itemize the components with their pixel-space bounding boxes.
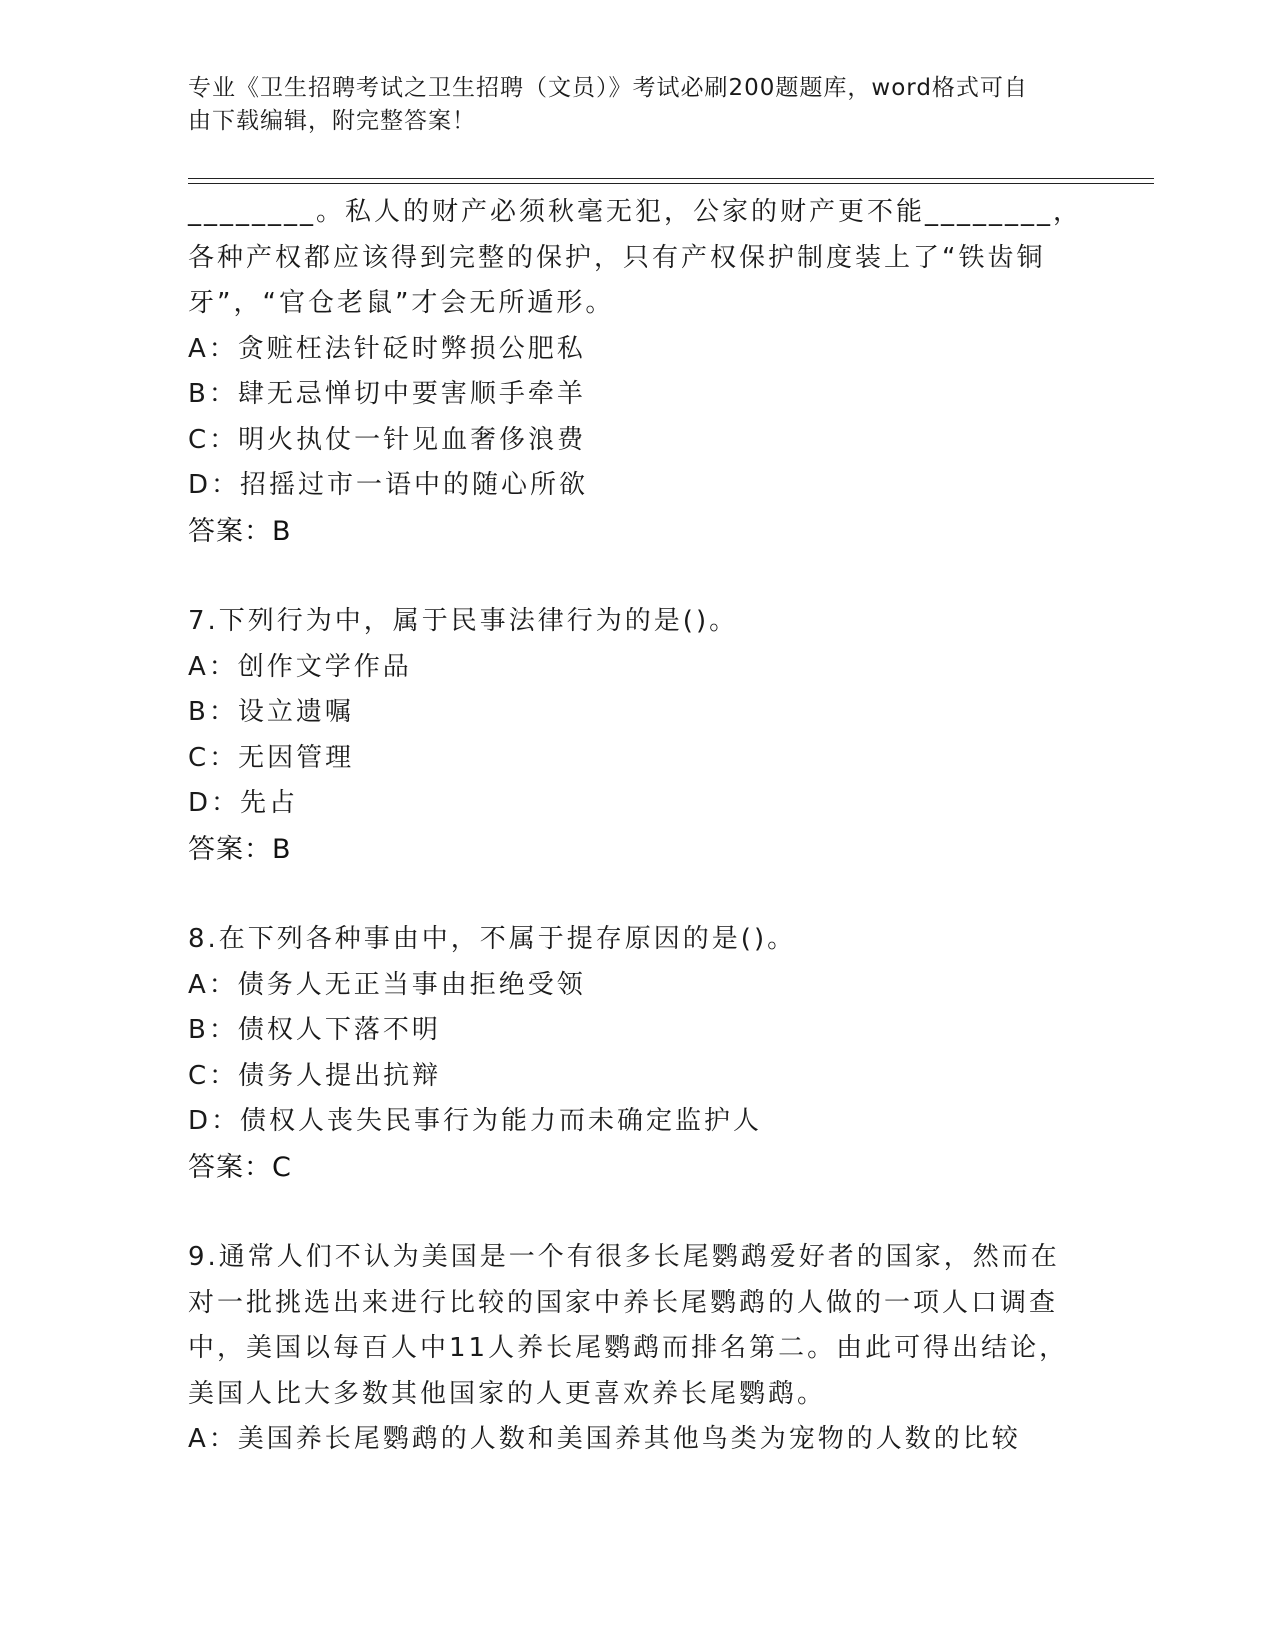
fragment-stem [188,190,1088,327]
header-divider-bottom [188,183,1154,184]
spacer [188,554,1088,599]
header-line-2: 由下载编辑，附完整答案！ [188,108,476,134]
question-8 [188,917,1088,1190]
question-stem: 7.下列行为中，属于民事法律行为的是()。 [188,606,739,636]
stem-line: 9.通常人们不认为美国是一个有很多长尾鹦鹉爱好者的国家，然而在 [188,1242,1060,1272]
option-a: A：创作文学作品 [188,651,412,682]
spacer [188,1190,1088,1235]
stem-line: 对一批挑选出来进行比较的国家中养长尾鹦鹉的人做的一项人口调查 [188,1287,1059,1318]
question-7 [188,599,1088,872]
option-d: D：招摇过市一语中的随心所欲 [188,470,589,500]
question-stem [188,1235,1088,1417]
answer-line: 答案：B [188,833,292,865]
answer-line: 答案：C [188,1151,292,1183]
option-b: B：肆无忌惮切中要害顺手牵羊 [188,379,586,409]
answer-line: 答案：B [188,515,292,547]
question-content [188,190,1088,1463]
option-a: A：贪赃枉法针砭时弊损公肥私 [188,333,586,364]
option-c: C：债务人提出抗辩 [188,1060,442,1091]
question-9 [188,1235,1088,1463]
document-header [188,72,1068,138]
spacer [188,872,1088,917]
option-a: A：债务人无正当事由拒绝受领 [188,969,586,1000]
option-a: A：美国养长尾鹦鹉的人数和美国养其他鸟类为宠物的人数的比较 [188,1424,1021,1454]
option-b: B：设立遗嘱 [188,697,354,727]
option-d: D：先占 [188,788,299,818]
question-fragment [188,190,1088,554]
stem-line: ________。私人的财产必须秋毫无犯，公家的财产更不能________， [188,197,1083,227]
stem-line: 各种产权都应该得到完整的保护，只有产权保护制度装上了“铁齿铜 [188,242,1046,273]
option-c: C：无因管理 [188,742,355,773]
stem-line: 美国人比大多数其他国家的人更喜欢养长尾鹦鹉。 [188,1378,827,1409]
question-stem: 8.在下列各种事由中，不属于提存原因的是()。 [188,924,797,954]
stem-line: 牙”，“官仓老鼠”才会无所遁形。 [188,288,615,318]
header-line-1: 专业《卫生招聘考试之卫生招聘（文员）》考试必刷200题题库，word格式可自 [188,75,1028,101]
header-divider-top [188,178,1154,179]
option-b: B：债权人下落不明 [188,1015,441,1045]
stem-line: 中，美国以每百人中11人养长尾鹦鹉而排名第二。由此可得出结论， [188,1333,1069,1363]
option-d: D：债权人丧失民事行为能力而未确定监护人 [188,1106,763,1136]
option-c: C：明火执仗一针见血奢侈浪费 [188,424,587,455]
